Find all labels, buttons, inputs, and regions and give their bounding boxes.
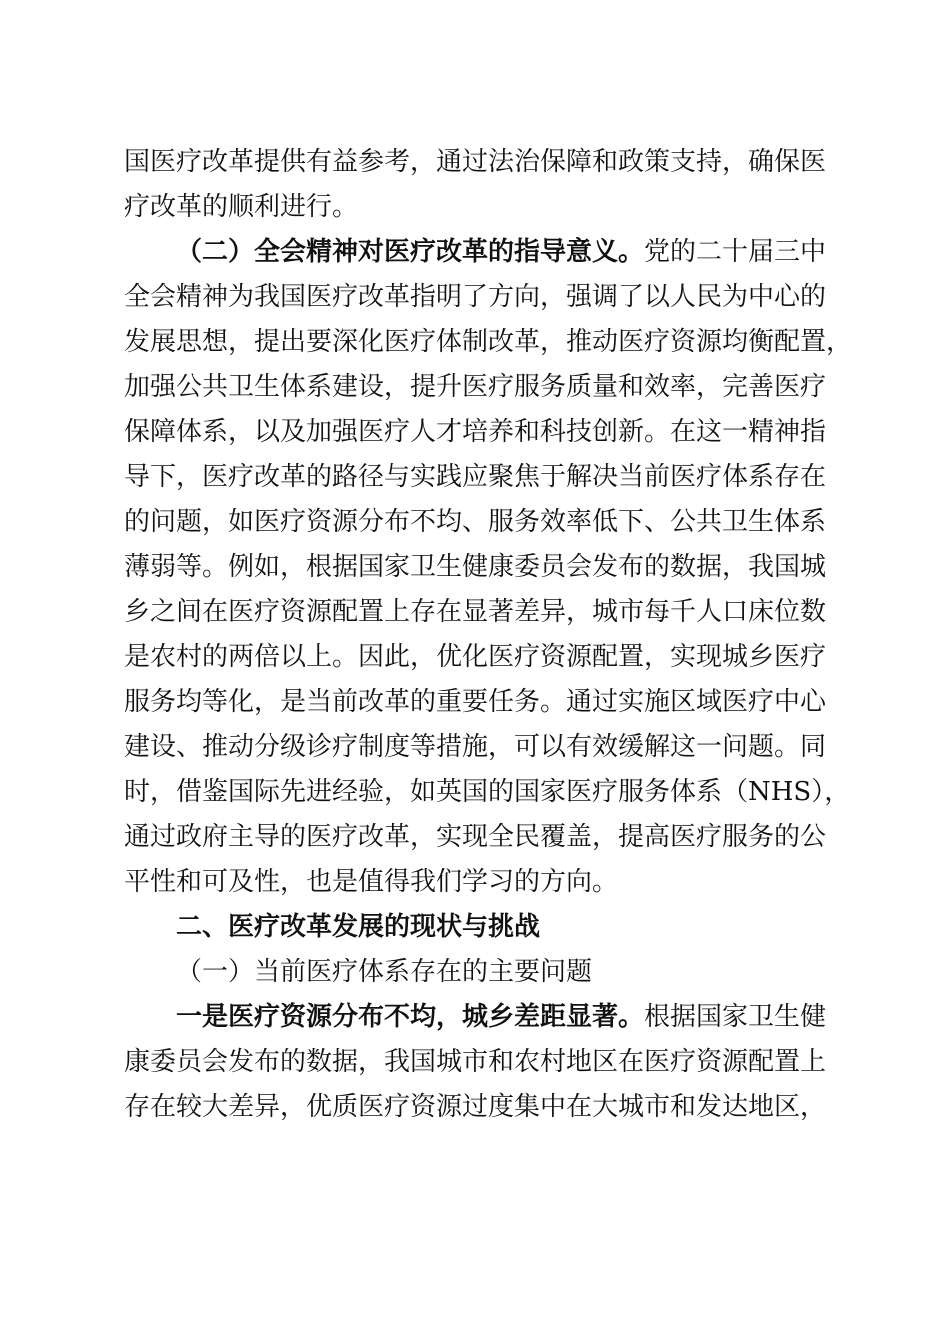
paragraph-line: 全会精神为我国医疗改革指明了方向，强调了以人民为中心的 xyxy=(124,282,827,312)
paragraph-line: 保障体系，以及加强医疗人才培养和科技创新。在这一精神指 xyxy=(124,417,827,447)
paragraph-text: 根据国家卫生健 xyxy=(644,1002,827,1032)
paragraph-line: 疗改革的顺利进行。 xyxy=(124,192,359,222)
paragraph-line: 加强公共卫生体系建设，提升医疗服务质量和效率，完善医疗 xyxy=(124,372,827,402)
paragraph-line: 发展思想，提出要深化医疗体制改革，推动医疗资源均衡配置， xyxy=(124,327,853,357)
paragraph-line: 国医疗改革提供有益参考，通过法治保障和政策支持，确保医 xyxy=(124,147,827,177)
paragraph-line: 存在较大差异，优质医疗资源过度集中在大城市和发达地区， xyxy=(124,1092,827,1122)
paragraph-line: 导下，医疗改革的路径与实践应聚焦于解决当前医疗体系存在 xyxy=(124,462,827,492)
paragraph-line: 建设、推动分级诊疗制度等措施，可以有效缓解这一问题。同 xyxy=(124,732,827,762)
paragraph-line: 时，借鉴国际先进经验，如英国的国家医疗服务体系（NHS）， xyxy=(124,777,851,807)
section-heading: 二、医疗改革发展的现状与挑战 xyxy=(176,912,541,942)
paragraph-line: 是农村的两倍以上。因此，优化医疗资源配置，实现城乡医疗 xyxy=(124,642,827,672)
paragraph-line: 康委员会发布的数据，我国城市和农村地区在医疗资源配置上 xyxy=(124,1047,827,1077)
subsection-title: （二）全会精神对医疗改革的指导意义。 xyxy=(176,237,645,267)
paragraph-line: 服务均等化，是当前改革的重要任务。通过实施区域医疗中心 xyxy=(124,687,827,717)
paragraph-line: 的问题，如医疗资源分布不均、服务效率低下、公共卫生体系 xyxy=(124,507,827,537)
paragraph-line: 平性和可及性，也是值得我们学习的方向。 xyxy=(124,867,619,897)
paragraph-lead-line xyxy=(176,999,826,1035)
paragraph-text: 党的二十届三中 xyxy=(644,237,827,267)
lead-sentence: 一是医疗资源分布不均，城乡差距显著。 xyxy=(176,1002,645,1032)
section-heading-line xyxy=(176,234,826,270)
subsection-heading: （一）当前医疗体系存在的主要问题 xyxy=(176,957,593,987)
paragraph-line: 薄弱等。例如，根据国家卫生健康委员会发布的数据，我国城 xyxy=(124,552,827,582)
paragraph-line: 通过政府主导的医疗改革，实现全民覆盖，提高医疗服务的公 xyxy=(124,822,827,852)
paragraph-line: 乡之间在医疗资源配置上存在显著差异，城市每千人口床位数 xyxy=(124,597,827,627)
